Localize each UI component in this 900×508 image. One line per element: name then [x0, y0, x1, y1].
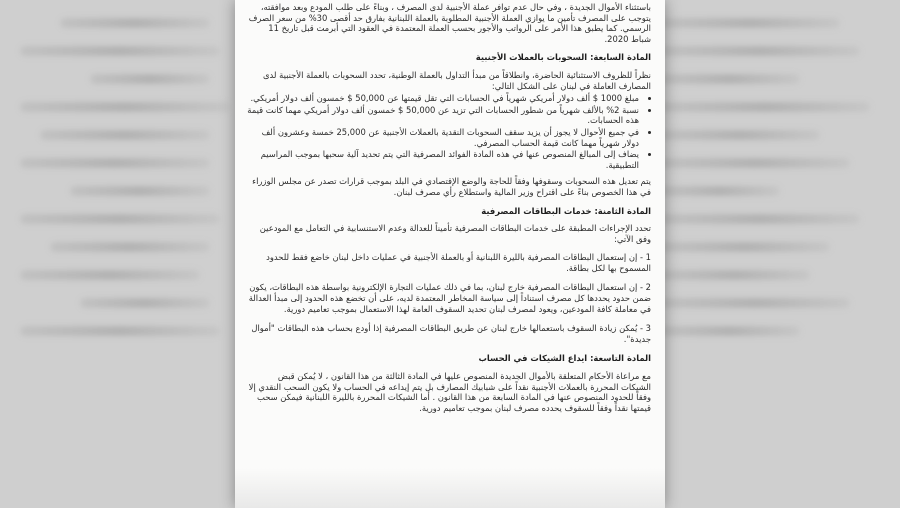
blurred-background-right	[640, 0, 900, 508]
article8-heading: المادة الثامنة: خدمات البطاقات المصرفية	[481, 205, 651, 216]
article7-intro: نظراً للظروف الاستثنائية الحاضرة، وانطلاقاً من مبدأ التداول بالعملة الوطنية، تحدد السحوبات بالعملة الأجنبية لدى المصارف العاملة في لبنان على الشكل التالي:	[262, 69, 651, 91]
blurred-background-left	[0, 0, 260, 508]
list-item: • نسبة 2% بالألف شهرياً من شطور الحسابات التي تزيد عن 50,000 $ خمسون ألف دولار أمريكي مهما كانت قيمة هذه الحسابات.	[247, 105, 639, 126]
document-content	[235, 0, 665, 413]
article8-item-1: 1 - إن إستعمال البطاقات المصرفية بالليرة اللبنانية أو بالعملة الأجنبية في عمليات داخل لبنان خاضع فقط للحدود المسموح بها لكل بطاقة.	[266, 252, 651, 273]
document-page	[235, 0, 665, 508]
article7-heading: المادة السابعة: السحوبات بالعملات الأجنبية	[475, 52, 651, 63]
article8-item-2: 2 - إن استعمال البطاقات المصرفية خارج لبنان، بما في ذلك عمليات التجارة الإلكترونية بواسطة هذه البطاقات، يكون ضمن حدود يحددها كل مصرف استناداً إلى سياسة المخاطر المعتمدة لديه، على أن تخضع هذه الحدود إلى مبدأ العدالة في معاملة كافة المودعين، ويعود لمصرف لبنان تحديد السقوف العامة لهذا الاستعمال بموجب تعاميم دورية.	[248, 282, 651, 314]
page-bottom-fade	[235, 468, 665, 508]
intro-paragraph: باستثناء الأموال الجديدة ، وفي حال عدم توافر عملة الأجنبية لدى المصرف ، وبناءً على طلب المودع وبعد موافقته، يتوجب على المصرف تأمين ما يوازي العملة الأجنبية المطلوبة بالعملة اللبنانية بفارق حد أقصى 30% من سعر الصرف الرسمي. كما يطبق هذا الأمر على الرواتب والأجور بحسب العملة المعتمدة في العقود التي أبرمت قبل تاريخ 11 شباط 2020.	[248, 2, 651, 44]
article7-closing: يتم تعديل هذه السحوبات وسقوفها وفقاً للحاجة والوضع الإقتصادي في البلد بموجب قرارات تصدر عن مجلس الوزراء في هذا الخصوص بناءً على اقتراح وزير المالية واستطلاع رأي مصرف لبنان.	[252, 176, 651, 197]
article7-list	[247, 93, 651, 170]
article9-body: مع مراعاة الأحكام المتعلقة بالأموال الجديدة المنصوص عليها في المادة الثالثة من هذا القانون ، لا يُمكن قبض الشيكات المحررة بالعملات الأجنبية نقداً على شبابيك المصارف بل يتم إيداعه في الحساب ولا يكون السحب النقدي إلا وفقاً للحدود المنصوص عنها في المادة السابعة من هذا القانون . أما الشيكات المحررة بالليرة اللبنانية فيمكن سحب قيمتها نقداً وفقاً للسقوف يحدده مصرف لبنان بموجب تعاميم دورية.	[248, 371, 651, 413]
article8-item-3: 3 - يُمكن زيادة السقوف باستعمالها خارج لبنان عن طريق البطاقات المصرفية إذا أودع بحساب هذه البطاقات "أموال جديدة".	[251, 323, 651, 344]
list-item: • يضاف إلى المبالغ المنصوص عنها في هذه المادة الفوائد المصرفية التي يتم تحديد آلية سحبها بموجب المراسيم التطبيقية.	[247, 149, 639, 170]
list-item: • مبلغ 1000 $ ألف دولار أمريكي شهرياً في الحسابات التي تقل قيمتها عن 50,000 $ خمسون ألف دولار أمريكي.	[247, 93, 639, 104]
list-item: • في جميع الأحوال لا يجوز أن يزيد سقف السحوبات النقدية بالعملات الأجنبية عن 25,000 خمسة وعشرون ألف دولار شهرياً مهما كانت قيمة الحساب المصرفي.	[247, 127, 639, 148]
article9-heading: المادة التاسعة: ايداع الشيكات في الحساب	[478, 353, 651, 364]
article8-intro: تحدد الإجراءات المطبقة على خدمات البطاقات المصرفية تأميناً للعدالة وعدم الاستنسابية في التعامل مع المودعين وفق الآتي:	[259, 223, 651, 244]
